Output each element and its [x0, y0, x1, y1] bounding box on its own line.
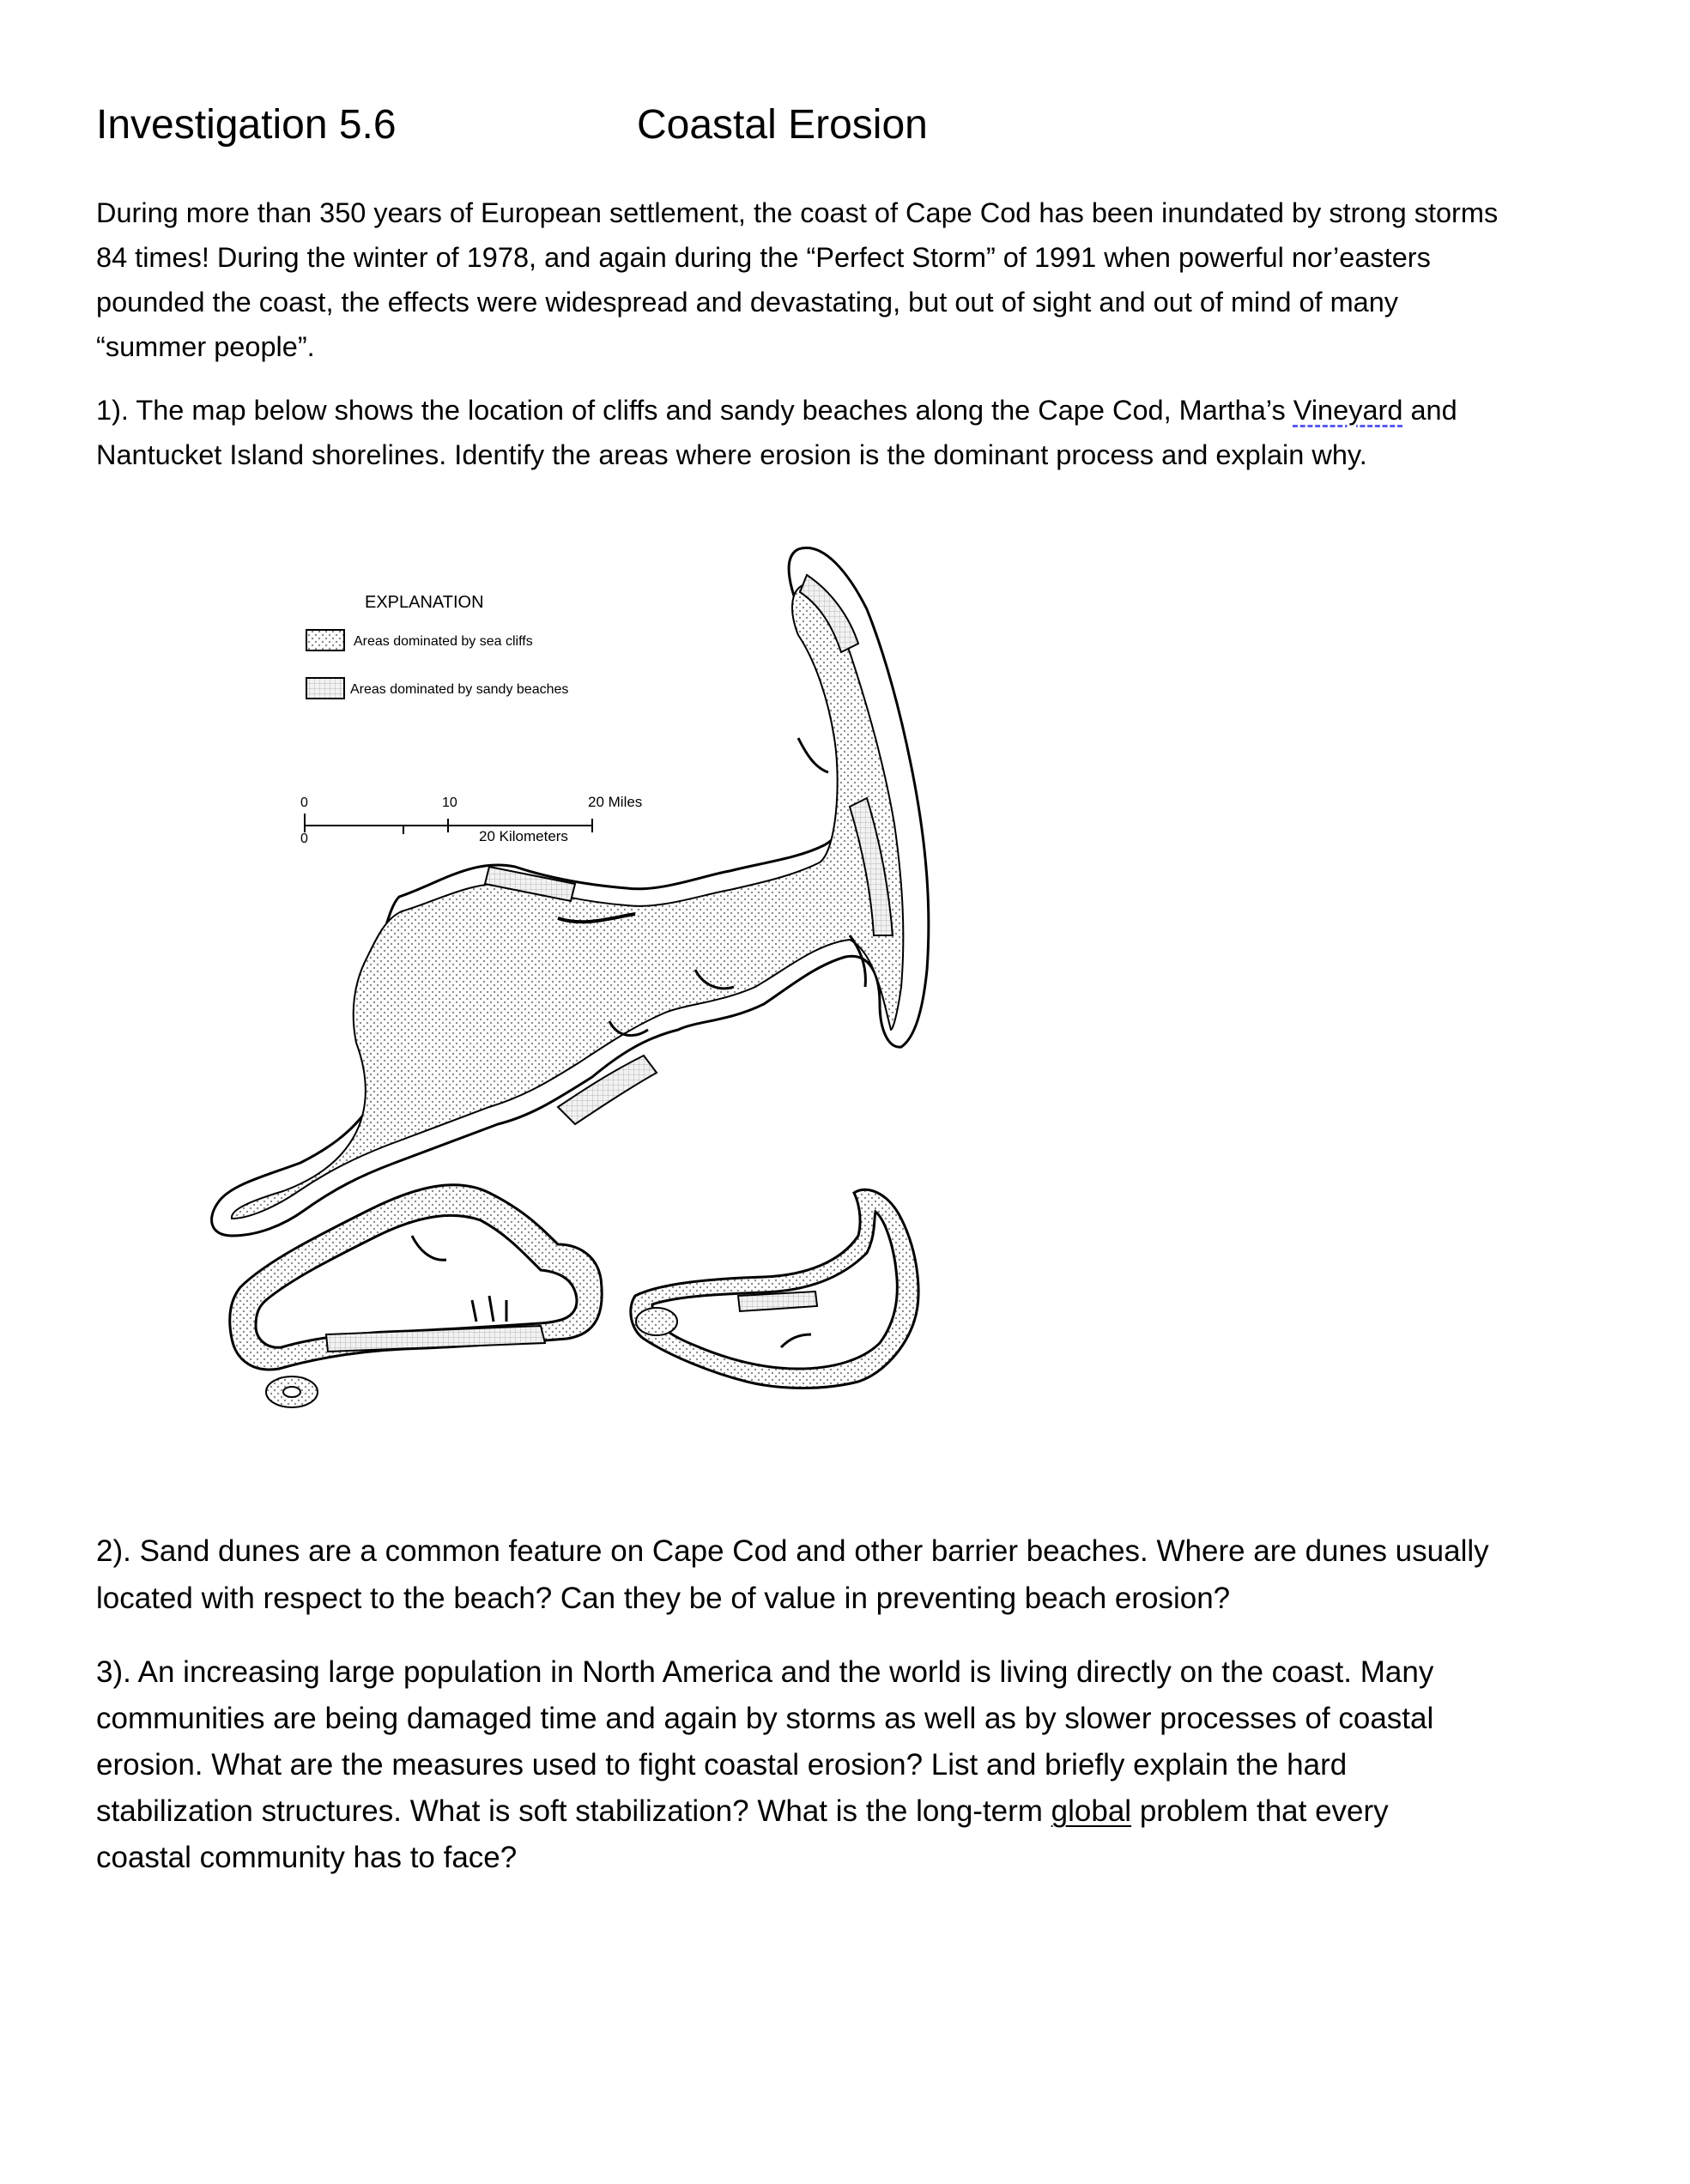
question-2-line-2: located with respect to the beach? Can they be of value in preventing beach erosion? — [96, 1582, 1231, 1615]
scale-km-label: 20 Kilometers — [479, 828, 568, 844]
underlined-word-global: global — [1051, 1794, 1132, 1828]
question-3-text-b: problem that every — [1131, 1794, 1389, 1828]
question-2 — [96, 1528, 1504, 1622]
scale-zero-km: 0 — [300, 832, 308, 846]
question-1 — [96, 388, 1504, 477]
question-3-line-2: communities are being damaged time and again by storms as well as by slower processes of coastal — [96, 1702, 1434, 1735]
intro-line-4: “summer people”. — [96, 331, 315, 362]
investigation-number: Investigation 5.6 — [96, 102, 397, 148]
scale-ten: 10 — [442, 796, 457, 810]
scale-zero-miles: 0 — [300, 796, 308, 810]
question-1-text-a: 1). The map below shows the location of cliffs and sandy beaches along the Cape Cod, Martha’s — [96, 395, 1293, 426]
legend-cliffs-label: Areas dominated by sea cliffs — [354, 634, 533, 649]
legend-beaches-swatch — [306, 678, 344, 699]
spellcheck-word: Vineyard — [1293, 395, 1403, 426]
tuckernuck-island — [636, 1308, 677, 1335]
question-1-line-1 — [96, 388, 1504, 433]
question-1-text-b: and — [1402, 395, 1457, 426]
intro-line-3: pounded the coast, the effects were widespread and devastating, but out of sight and out of mind of many — [96, 287, 1399, 318]
legend-cliffs-swatch — [306, 630, 344, 650]
map-legend — [306, 593, 568, 699]
legend-title: EXPLANATION — [365, 593, 484, 612]
intro-line-2: 84 times! During the winter of 1978, and again during the “Perfect Storm” of 1991 when powerful nor’easters — [96, 242, 1431, 273]
question-3-line-3: erosion. What are the measures used to fight coastal erosion? List and briefly explain the hard — [96, 1748, 1348, 1782]
question-3-line-4 — [96, 1788, 1504, 1835]
question-3-line-5: coastal community has to face? — [96, 1841, 518, 1874]
intro-line-1: During more than 350 years of European settlement, the coast of Cape Cod has been inundated by strong storms — [96, 197, 1499, 228]
question-1-line-2: Nantucket Island shorelines. Identify the areas where erosion is the dominant process and explain why. — [96, 439, 1367, 470]
question-2-line-1: 2). Sand dunes are a common feature on Cape Cod and other barrier beaches. Where are dunes usually — [96, 1534, 1489, 1568]
small-island-west-land — [283, 1387, 300, 1397]
page-title: Coastal Erosion — [637, 102, 928, 148]
legend-beaches-label: Areas dominated by sandy beaches — [350, 682, 569, 697]
scale-bar — [300, 794, 642, 846]
cape-cod-coastline-map — [129, 523, 953, 1467]
scale-miles-label: 20 Miles — [588, 794, 643, 810]
question-3-line-1: 3). An increasing large population in North America and the world is living directly on the coast. Many — [96, 1655, 1434, 1689]
intro-paragraph — [96, 191, 1504, 369]
question-3-text-a: stabilization structures. What is soft stabilization? What is the long-term — [96, 1794, 1051, 1828]
question-3 — [96, 1649, 1504, 1881]
nantucket — [631, 1189, 918, 1388]
